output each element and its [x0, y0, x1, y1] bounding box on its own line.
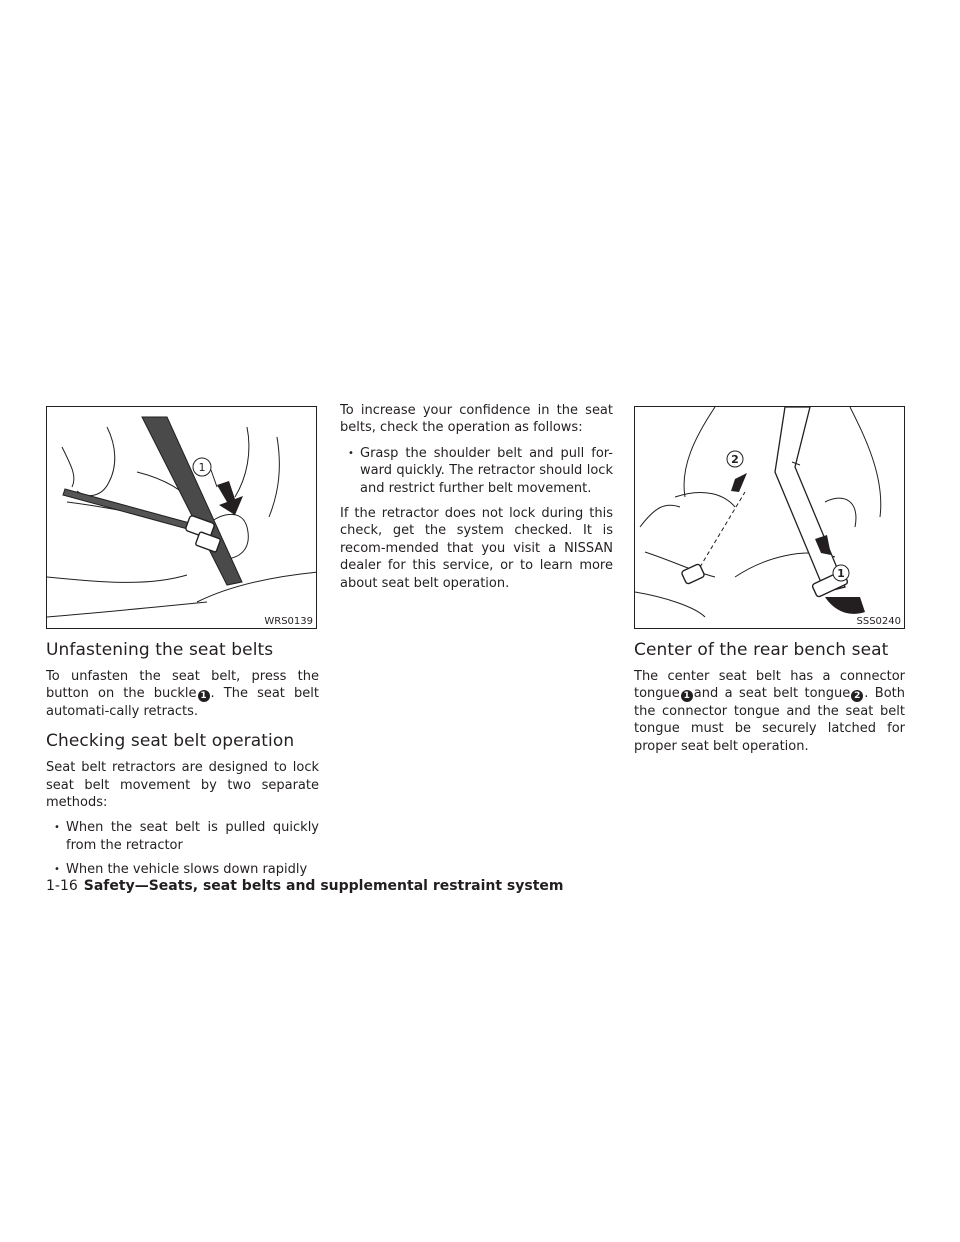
heading-checking: Checking seat belt operation	[46, 731, 295, 752]
para-text: . Both the connector tongue and the seat belt tongue must be securely latched for proper seat belt operation.	[634, 686, 905, 754]
column-right	[634, 406, 905, 763]
checking-paragraph: Seat belt retractors are designed to lock seat belt movement by two separate methods:	[46, 760, 319, 811]
para-text: To unfasten the seat belt, press the button on the buckle	[46, 669, 319, 702]
unfastening-illustration	[46, 406, 317, 629]
unfastening-paragraph	[46, 668, 319, 720]
page-footer	[46, 876, 564, 896]
methods-list	[46, 819, 319, 878]
para-text: and a seat belt tongue	[693, 686, 851, 702]
belt-buckle-drawing	[47, 407, 317, 629]
center-belt-drawing	[635, 407, 905, 629]
figure-code: SSS0240	[856, 616, 901, 627]
list-item: • When the seat belt is pulled quickly from the retractor	[46, 819, 319, 854]
list-item: • Grasp the shoulder belt and pull for-ward quickly. The retractor should lock and restrict further belt movement.	[340, 445, 613, 497]
retractor-paragraph: If the retractor does not lock during this check, get the system checked. It is recom-mended that you visit a NISSAN dealer for this service, or to learn more about seat belt operation.	[340, 506, 613, 591]
column-left	[46, 406, 319, 887]
para-text: . The seat belt automati-cally retracts.	[46, 686, 319, 719]
callout-badge-1: 1	[198, 690, 210, 702]
callout-1: 1	[198, 461, 206, 474]
rear-bench-illustration	[634, 406, 905, 629]
confidence-paragraph: To increase your confidence in the seat belts, check the operation as follows:	[340, 403, 613, 436]
center-belt-paragraph	[634, 668, 905, 755]
page-number: 1-16	[46, 878, 78, 894]
para-text: The center seat belt has a connector tongue	[634, 669, 905, 702]
check-list	[340, 445, 613, 497]
column-middle	[340, 402, 613, 600]
callout-badge-1: 1	[681, 690, 693, 702]
heading-center-rear: Center of the rear bench seat	[634, 640, 889, 660]
callout-badge-2: 2	[851, 690, 863, 702]
callout-1: 1	[837, 567, 845, 580]
chapter-title: Safety—Seats, seat belts and supplemental restraint system	[83, 878, 564, 894]
figure-code: WRS0139	[264, 616, 313, 627]
heading-unfastening: Unfastening the seat belts	[46, 640, 274, 660]
list-item: • When the vehicle slows down rapidly	[46, 861, 319, 878]
callout-2: 2	[731, 453, 739, 466]
